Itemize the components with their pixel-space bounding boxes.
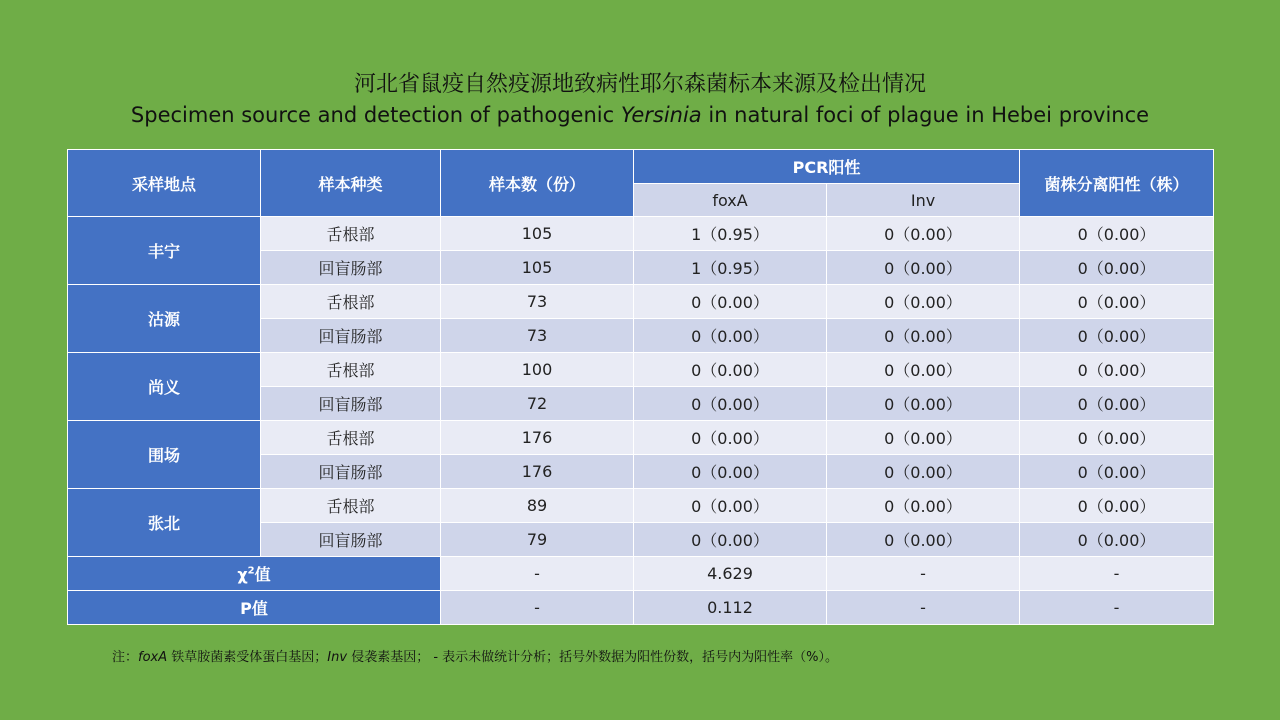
- table-body: [68, 217, 1214, 625]
- stat-cell-inv: -: [827, 591, 1020, 625]
- cell-count: 72: [441, 387, 634, 421]
- stat-row: [68, 557, 1214, 591]
- stat-cell-count: -: [441, 591, 634, 625]
- cell-count: 89: [441, 489, 634, 523]
- cell-type: 回盲肠部: [261, 387, 441, 421]
- cell-iso: 0（0.00）: [1020, 319, 1214, 353]
- note-foxa-term: foxA: [138, 650, 168, 665]
- cell-inv: 0（0.00）: [827, 353, 1020, 387]
- cell-iso: 0（0.00）: [1020, 251, 1214, 285]
- header-pcr: PCR阳性: [634, 150, 1020, 184]
- stat-label: [68, 591, 441, 625]
- cell-foxa: 0（0.00）: [634, 455, 827, 489]
- cell-iso: 0（0.00）: [1020, 523, 1214, 557]
- results-table: [67, 149, 1214, 625]
- stat-cell-inv: -: [827, 557, 1020, 591]
- cell-count: 100: [441, 353, 634, 387]
- header-sample-count: 样本数（份）: [441, 150, 634, 217]
- location-cell: 围场: [68, 421, 261, 489]
- cell-inv: 0（0.00）: [827, 387, 1020, 421]
- stat-label-superscript: 2: [247, 565, 255, 577]
- cell-inv: 0（0.00）: [827, 489, 1020, 523]
- cell-foxa: 1（0.95）: [634, 251, 827, 285]
- stat-label-base: P值: [240, 599, 268, 618]
- stat-cell-foxa: 0.112: [634, 591, 827, 625]
- title-english: [0, 100, 1280, 130]
- stat-label: [68, 557, 441, 591]
- stat-cell-count: -: [441, 557, 634, 591]
- cell-foxa: 0（0.00）: [634, 421, 827, 455]
- title-chinese: 河北省鼠疫自然疫源地致病性耶尔森菌标本来源及检出情况: [353, 72, 926, 97]
- cell-inv: 0（0.00）: [827, 523, 1020, 557]
- stat-row: [68, 591, 1214, 625]
- table-row: [68, 217, 1214, 251]
- cell-foxa: 0（0.00）: [634, 523, 827, 557]
- stat-label-base: χ: [237, 565, 248, 584]
- cell-foxa: 0（0.00）: [634, 387, 827, 421]
- table-row: [68, 285, 1214, 319]
- cell-count: 73: [441, 319, 634, 353]
- cell-count: 105: [441, 217, 634, 251]
- cell-iso: 0（0.00）: [1020, 285, 1214, 319]
- cell-count: 73: [441, 285, 634, 319]
- header-location: 采样地点: [68, 150, 261, 217]
- footnote: [112, 646, 838, 665]
- location-cell: 沽源: [68, 285, 261, 353]
- cell-foxa: 1（0.95）: [634, 217, 827, 251]
- note-inv-term: Inv: [327, 650, 348, 665]
- cell-type: 舌根部: [261, 353, 441, 387]
- cell-iso: 0（0.00）: [1020, 217, 1214, 251]
- cell-type: 舌根部: [261, 285, 441, 319]
- cell-type: 舌根部: [261, 217, 441, 251]
- cell-inv: 0（0.00）: [827, 319, 1020, 353]
- title-en-part2: in natural foci of plague in Hebei province: [701, 103, 1150, 127]
- cell-iso: 0（0.00）: [1020, 353, 1214, 387]
- cell-inv: 0（0.00）: [827, 285, 1020, 319]
- location-cell: 张北: [68, 489, 261, 557]
- header-isolation: 菌株分离阳性（株）: [1020, 150, 1214, 217]
- cell-type: 舌根部: [261, 489, 441, 523]
- note-foxa-desc: 铁草胺菌素受体蛋白基因；: [167, 650, 328, 665]
- cell-count: 176: [441, 455, 634, 489]
- cell-type: 回盲肠部: [261, 523, 441, 557]
- cell-inv: 0（0.00）: [827, 251, 1020, 285]
- cell-inv: 0（0.00）: [827, 455, 1020, 489]
- title-en-italic: Yersinia: [620, 103, 702, 127]
- cell-type: 回盲肠部: [261, 319, 441, 353]
- title-block: [0, 70, 1280, 130]
- cell-iso: 0（0.00）: [1020, 387, 1214, 421]
- cell-iso: 0（0.00）: [1020, 421, 1214, 455]
- cell-foxa: 0（0.00）: [634, 285, 827, 319]
- title-en-part1: Specimen source and detection of pathogenic: [130, 103, 621, 127]
- note-inv-desc: 侵袭素基因； - 表示未做统计分析；括号外数据为阳性份数，括号内为阳性率（%）。: [347, 650, 839, 665]
- cell-inv: 0（0.00）: [827, 421, 1020, 455]
- note-prefix: 注：: [112, 650, 139, 665]
- cell-inv: 0（0.00）: [827, 217, 1020, 251]
- table-row: [68, 353, 1214, 387]
- cell-type: 回盲肠部: [261, 455, 441, 489]
- cell-count: 176: [441, 421, 634, 455]
- cell-iso: 0（0.00）: [1020, 455, 1214, 489]
- cell-foxa: 0（0.00）: [634, 489, 827, 523]
- cell-count: 105: [441, 251, 634, 285]
- header-inv: Inv: [827, 184, 1020, 217]
- header-foxa: foxA: [634, 184, 827, 217]
- cell-count: 79: [441, 523, 634, 557]
- table-row: [68, 489, 1214, 523]
- stat-cell-iso: -: [1020, 591, 1214, 625]
- header-sample-type: 样本种类: [261, 150, 441, 217]
- cell-foxa: 0（0.00）: [634, 353, 827, 387]
- cell-type: 舌根部: [261, 421, 441, 455]
- stat-cell-foxa: 4.629: [634, 557, 827, 591]
- location-cell: 丰宁: [68, 217, 261, 285]
- cell-type: 回盲肠部: [261, 251, 441, 285]
- location-cell: 尚义: [68, 353, 261, 421]
- stat-label-suffix: 值: [254, 565, 271, 584]
- table-row: [68, 421, 1214, 455]
- cell-iso: 0（0.00）: [1020, 489, 1214, 523]
- cell-foxa: 0（0.00）: [634, 319, 827, 353]
- stat-cell-iso: -: [1020, 557, 1214, 591]
